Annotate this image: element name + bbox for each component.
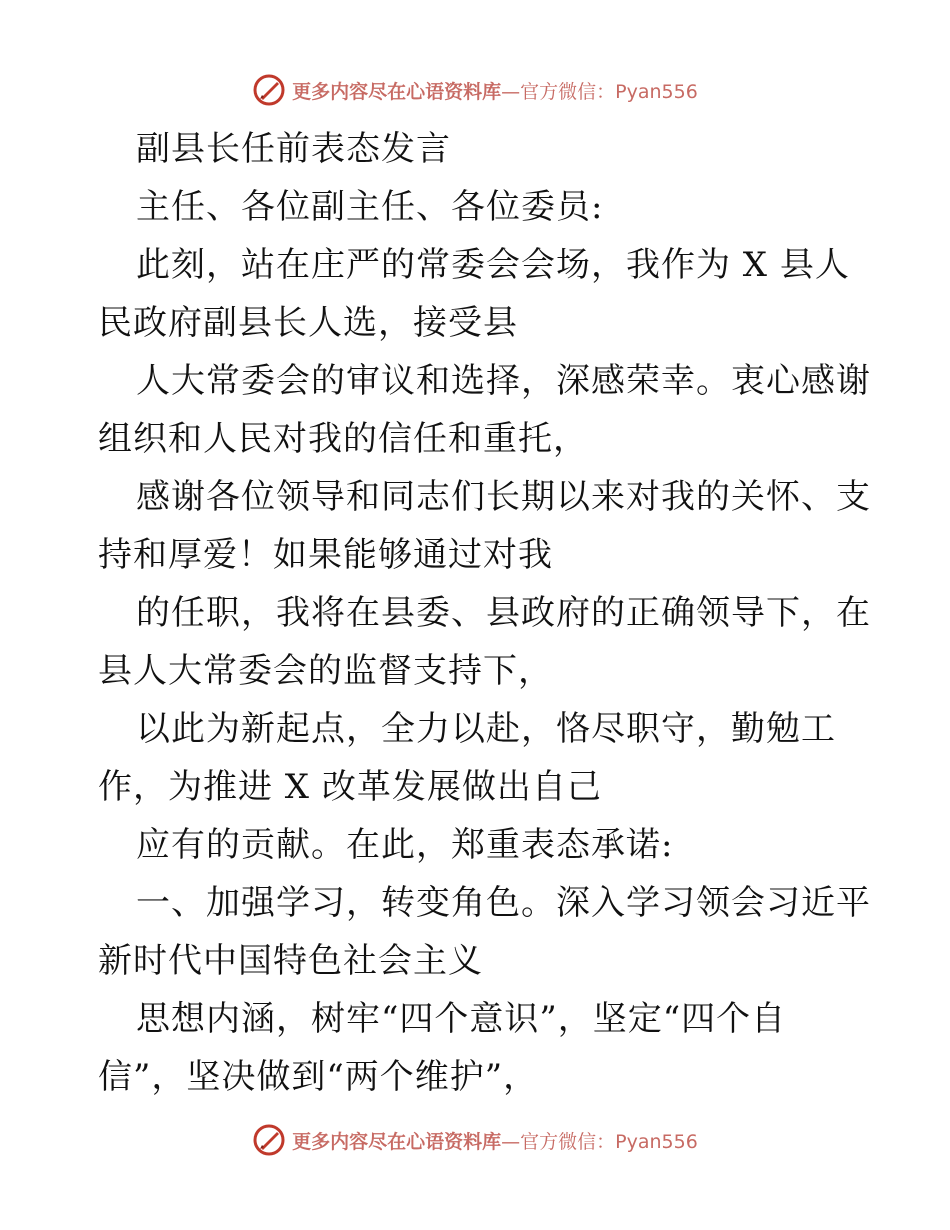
document-body <box>98 120 871 1106</box>
text-line: 一、加强学习，转变角色。深入学习领会习近平 <box>136 883 871 923</box>
quill-logo-icon <box>252 73 286 107</box>
text-line: 的任职，我将在县委、县政府的正确领导下，在 <box>136 593 871 633</box>
text-line: 思想内涵，树牢“四个意识”，坚定“四个自 <box>136 999 787 1039</box>
text-line: 应有的贡献。在此，郑重表态承诺: <box>136 825 674 865</box>
text-line: 主任、各位副主任、各位委员: <box>136 187 604 227</box>
quill-logo-icon <box>252 1123 286 1157</box>
text-line: 人大常委会的审议和选择，深感荣幸。衷心感谢 <box>136 361 871 401</box>
footer-watermark <box>0 1120 950 1160</box>
watermark-main-text: 更多内容尽在心语资料库 <box>292 80 502 103</box>
text-line: 此刻，站在庄严的常委会会场，我作为 X 县人 <box>136 245 850 285</box>
watermark-main-text: 更多内容尽在心语资料库 <box>292 1130 502 1153</box>
watermark-sub-text: —官方微信：Pyan556 <box>501 80 698 103</box>
text-line: 感谢各位领导和同志们长期以来对我的关怀、支 <box>136 477 871 517</box>
text-line: 组织和人民对我的信任和重托， <box>98 419 588 459</box>
text-line: 持和厚爱！如果能够通过对我 <box>98 535 553 575</box>
text-line: 副县长任前表态发言 <box>136 129 451 169</box>
text-line: 信”，坚决做到“两个维护”， <box>98 1057 539 1097</box>
text-line: 新时代中国特色社会主义 <box>98 941 483 981</box>
text-line: 作，为推进 X 改革发展做出自己 <box>98 767 602 807</box>
text-line: 县人大常委会的监督支持下， <box>98 651 553 691</box>
text-line: 以此为新起点，全力以赴，恪尽职守，勤勉工 <box>136 709 836 749</box>
text-line: 民政府副县长人选，接受县 <box>98 303 518 343</box>
watermark-sub-text: —官方微信：Pyan556 <box>501 1130 698 1153</box>
header-watermark <box>0 70 950 110</box>
